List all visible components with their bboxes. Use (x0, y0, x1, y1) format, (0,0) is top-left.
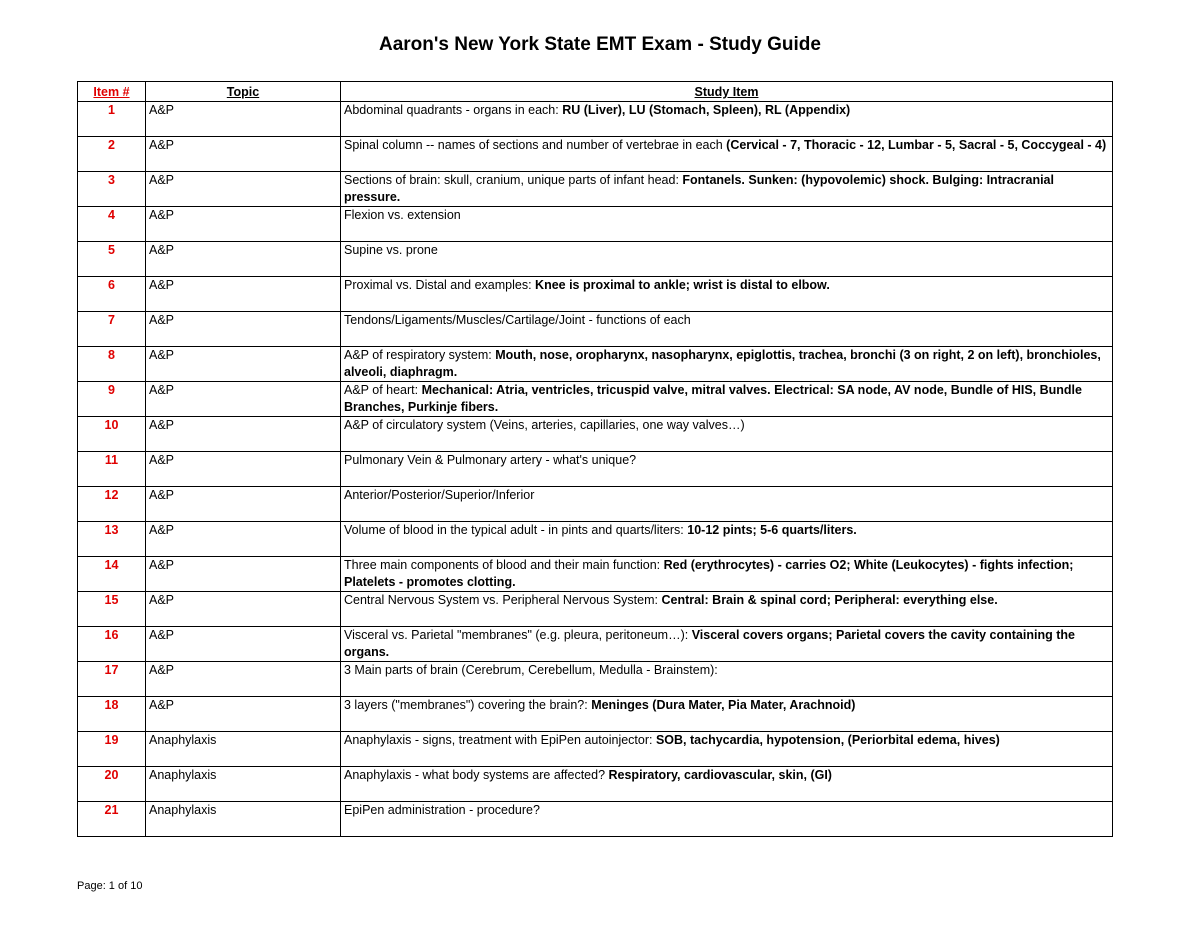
table-row (78, 662, 1113, 697)
study-item-cell (341, 417, 1113, 452)
study-item-answer: Knee is proximal to ankle; wrist is distal to elbow. (535, 278, 830, 292)
topic-cell: A&P (146, 382, 341, 417)
topic-cell: A&P (146, 697, 341, 732)
study-item-text: EpiPen administration - procedure? (344, 803, 540, 817)
study-item-cell (341, 452, 1113, 487)
study-item-answer: Mechanical: Atria, ventricles, tricuspid valve, mitral valves. Electrical: SA node, AV node, Bundle of HIS, Bundle Branches, Purkinje fibers. (344, 383, 1082, 414)
page-title: Aaron's New York State EMT Exam - Study Guide (379, 34, 821, 55)
table-row (78, 802, 1113, 837)
study-item-text: Anaphylaxis - what body systems are affected? (344, 768, 609, 782)
study-item-text: Spinal column -- names of sections and number of vertebrae in each (344, 138, 727, 152)
study-item-cell (341, 382, 1113, 417)
item-number: 6 (78, 277, 146, 312)
study-item-cell (341, 592, 1113, 627)
study-item-answer: Respiratory, cardiovascular, skin, (GI) (608, 768, 832, 782)
study-item-text: A&P of heart: (344, 383, 422, 397)
item-number: 8 (78, 347, 146, 382)
study-item-cell (341, 522, 1113, 557)
topic-cell: A&P (146, 452, 341, 487)
topic-cell: A&P (146, 242, 341, 277)
study-item-answer: RU (Liver), LU (Stomach, Spleen), RL (Appendix) (562, 103, 851, 117)
table-row (78, 102, 1113, 137)
table-row (78, 767, 1113, 802)
topic-cell: A&P (146, 137, 341, 172)
item-number: 20 (78, 767, 146, 802)
study-item-answer: Red (erythrocytes) - carries O2; White (Leukocytes) - fights infection; Platelets - promotes clotting. (344, 558, 1074, 589)
page-footer: Page: 1 of 10 (77, 880, 143, 892)
topic-cell: A&P (146, 277, 341, 312)
item-number: 16 (78, 627, 146, 662)
topic-cell: A&P (146, 102, 341, 137)
column-header-item: Item # (78, 82, 146, 102)
study-item-cell (341, 102, 1113, 137)
table-row (78, 347, 1113, 382)
topic-cell: A&P (146, 347, 341, 382)
topic-cell: Anaphylaxis (146, 767, 341, 802)
item-number: 12 (78, 487, 146, 522)
item-number: 19 (78, 732, 146, 767)
study-item-text: 3 Main parts of brain (Cerebrum, Cerebellum, Medulla - Brainstem): (344, 663, 718, 677)
topic-cell: A&P (146, 627, 341, 662)
study-item-text: Flexion vs. extension (344, 208, 461, 222)
column-header-study-item: Study Item (341, 82, 1113, 102)
study-item-text: A&P of circulatory system (Veins, arteries, capillaries, one way valves…) (344, 418, 745, 432)
study-item-answer: 10-12 pints; 5-6 quarts/liters. (687, 523, 857, 537)
table-row (78, 522, 1113, 557)
table-row (78, 172, 1113, 207)
study-item-text: Proximal vs. Distal and examples: (344, 278, 536, 292)
study-item-text: Abdominal quadrants - organs in each: (344, 103, 563, 117)
study-item-cell (341, 312, 1113, 347)
study-item-text: Central Nervous System vs. Peripheral Nervous System: (344, 593, 662, 607)
study-item-cell (341, 802, 1113, 837)
study-item-answer: Mouth, nose, oropharynx, nasopharynx, epiglottis, trachea, bronchi (3 on right, 2 on left), bronchioles, alveoli, diaphragm. (344, 348, 1101, 379)
table-row (78, 417, 1113, 452)
item-number: 4 (78, 207, 146, 242)
item-number: 5 (78, 242, 146, 277)
study-item-cell (341, 662, 1113, 697)
table-row (78, 312, 1113, 347)
study-item-text: Pulmonary Vein & Pulmonary artery - what's unique? (344, 453, 637, 467)
study-item-text: Supine vs. prone (344, 243, 438, 257)
item-number: 3 (78, 172, 146, 207)
study-item-text: Tendons/Ligaments/Muscles/Cartilage/Joint - functions of each (344, 313, 691, 327)
study-item-text: Volume of blood in the typical adult - in pints and quarts/liters: (344, 523, 688, 537)
topic-cell: A&P (146, 207, 341, 242)
study-item-cell (341, 347, 1113, 382)
study-item-answer: Meninges (Dura Mater, Pia Mater, Arachnoid) (591, 698, 856, 712)
table-row (78, 627, 1113, 662)
topic-cell: A&P (146, 662, 341, 697)
study-item-text: A&P of respiratory system: (344, 348, 496, 362)
study-item-cell (341, 767, 1113, 802)
study-item-answer: Visceral covers organs; Parietal covers the cavity containing the organs. (344, 628, 1075, 659)
study-item-answer: (Cervical - 7, Thoracic - 12, Lumbar - 5, Sacral - 5, Coccygeal - 4) (726, 138, 1107, 152)
item-number: 11 (78, 452, 146, 487)
table-row (78, 557, 1113, 592)
table-row (78, 487, 1113, 522)
topic-cell: A&P (146, 487, 341, 522)
item-number: 17 (78, 662, 146, 697)
topic-cell: A&P (146, 522, 341, 557)
item-number: 2 (78, 137, 146, 172)
study-item-cell (341, 487, 1113, 522)
column-header-topic: Topic (146, 82, 341, 102)
topic-cell: A&P (146, 557, 341, 592)
study-item-answer: SOB, tachycardia, hypotension, (Periorbital edema, hives) (655, 733, 1000, 747)
item-number: 18 (78, 697, 146, 732)
topic-cell: Anaphylaxis (146, 732, 341, 767)
topic-cell: Anaphylaxis (146, 802, 341, 837)
study-guide-table (77, 81, 1113, 837)
table-row (78, 732, 1113, 767)
table-row (78, 137, 1113, 172)
item-number: 14 (78, 557, 146, 592)
study-item-cell (341, 697, 1113, 732)
table-row (78, 697, 1113, 732)
study-item-cell (341, 627, 1113, 662)
study-item-text: Sections of brain: skull, cranium, unique parts of infant head: (344, 173, 683, 187)
study-item-text: Anaphylaxis - signs, treatment with EpiPen autoinjector: (344, 733, 656, 747)
study-item-cell (341, 557, 1113, 592)
study-item-answer: Central: Brain & spinal cord; Peripheral: everything else. (661, 593, 998, 607)
study-item-cell (341, 172, 1113, 207)
study-item-cell (341, 137, 1113, 172)
study-item-text: 3 layers ("membranes") covering the brain?: (344, 698, 592, 712)
study-item-cell (341, 277, 1113, 312)
topic-cell: A&P (146, 417, 341, 452)
item-number: 9 (78, 382, 146, 417)
table-row (78, 242, 1113, 277)
table-row (78, 207, 1113, 242)
item-number: 15 (78, 592, 146, 627)
item-number: 21 (78, 802, 146, 837)
study-item-text: Visceral vs. Parietal "membranes" (e.g. pleura, peritoneum…): (344, 628, 692, 642)
table-row (78, 592, 1113, 627)
study-item-cell (341, 732, 1113, 767)
table-row (78, 277, 1113, 312)
table-row (78, 382, 1113, 417)
table-header-row (78, 82, 1113, 102)
table-row (78, 452, 1113, 487)
study-item-cell (341, 242, 1113, 277)
study-item-cell (341, 207, 1113, 242)
study-item-answer: Fontanels. Sunken: (hypovolemic) shock. Bulging: Intracranial pressure. (344, 173, 1054, 204)
topic-cell: A&P (146, 592, 341, 627)
item-number: 7 (78, 312, 146, 347)
study-item-text: Three main components of blood and their main function: (344, 558, 664, 572)
topic-cell: A&P (146, 312, 341, 347)
item-number: 13 (78, 522, 146, 557)
study-item-text: Anterior/Posterior/Superior/Inferior (344, 488, 535, 502)
item-number: 10 (78, 417, 146, 452)
topic-cell: A&P (146, 172, 341, 207)
item-number: 1 (78, 102, 146, 137)
